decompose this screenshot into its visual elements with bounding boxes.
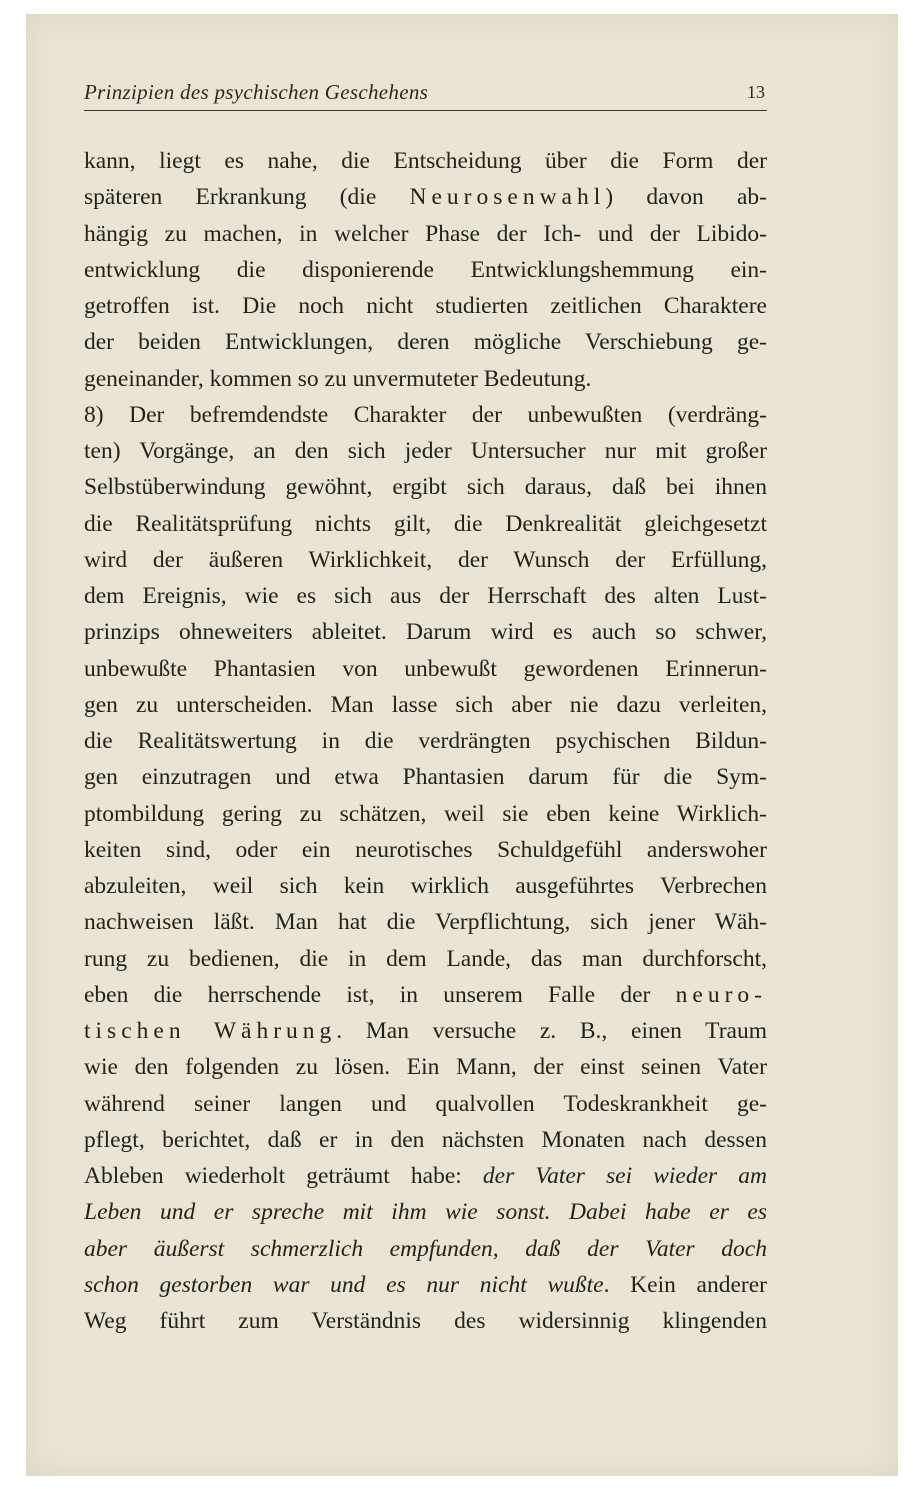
text-run: unbewußte Phantasien von unbewußt gewordenen Erinnerun- xyxy=(84,655,767,682)
emphasis-italic: der Vater sei wieder am xyxy=(482,1163,767,1189)
text-line xyxy=(84,1231,767,1267)
text-run: späteren Erkrankung (die xyxy=(84,184,410,211)
text-line xyxy=(84,759,767,795)
text-line xyxy=(84,796,767,832)
text-run: ten) Vorgänge, an den sich jeder Untersucher nur mit großer xyxy=(84,438,767,464)
text-run: entwicklung die disponierende Entwicklungshemmung ein- xyxy=(84,256,767,283)
text-line xyxy=(84,868,767,904)
emphasis-spaced: Neurosenwahl xyxy=(409,184,606,211)
text-run: Leben und er spreche mit ihm wie sonst. Dabei habe er es xyxy=(84,1199,767,1226)
text-run: gen zu unterscheiden. Man lasse sich aber nie dazu verleiten, xyxy=(84,691,767,718)
text-line xyxy=(84,1122,767,1158)
text-line xyxy=(84,651,767,687)
text-run: dem Ereignis, wie es sich aus der Herrschaft des alten Lust- xyxy=(84,583,767,609)
text-run: getroffen ist. Die noch nicht studierten zeitlichen Charaktere xyxy=(84,293,767,319)
text-line xyxy=(84,288,767,324)
text-run: rung zu bedienen, die in dem Lande, das man durchforscht, xyxy=(84,945,767,972)
text-line xyxy=(84,1158,767,1194)
text-line xyxy=(84,614,767,650)
text-run: ptombildung gering zu schätzen, weil sie eben keine Wirklich- xyxy=(84,800,767,827)
text-run: nachweisen läßt. Man hat die Verpflichtung, sich jener Wäh- xyxy=(84,909,767,936)
text-run: während seiner langen und qualvollen Todeskrankheit ge- xyxy=(84,1090,767,1117)
text-run: die Realitätsprüfung nichts gilt, die Denkrealität gleichgesetzt xyxy=(84,510,767,537)
text-run: . Kein anderer xyxy=(603,1271,767,1298)
text-line xyxy=(84,723,767,759)
body-text xyxy=(84,143,767,1339)
text-run: keiten sind, oder ein neurotisches Schuldgefühl anderswoher xyxy=(84,836,767,863)
text-run: Selbstüberwindung gewöhnt, ergibt sich daraus, daß bei ihnen xyxy=(84,474,767,501)
text-line xyxy=(84,361,767,397)
text-run: ) davon ab- xyxy=(605,184,767,211)
text-line xyxy=(84,1086,767,1122)
text-run: aber äußerst schmerzlich empfunden, daß der Vater doch xyxy=(84,1235,767,1262)
running-head xyxy=(84,76,767,111)
text-run: wie den folgenden zu lösen. Ein Mann, der einst seinen Vater xyxy=(84,1054,767,1081)
text-run: Weg führt zum Verständnis des widersinnig klingenden xyxy=(84,1308,767,1334)
emphasis-spaced: neuro- xyxy=(675,981,767,1008)
text-line xyxy=(84,324,767,360)
text-run: wird der äußeren Wirklichkeit, der Wunsch der Erfüllung, xyxy=(84,546,767,573)
text-run: die Realitätswertung in die verdrängten psychischen Bildun- xyxy=(84,728,767,754)
text-line xyxy=(84,143,767,179)
text-line xyxy=(84,1013,767,1049)
text-line xyxy=(84,977,767,1013)
text-line xyxy=(84,397,767,433)
text-run: 8) Der befremdendste Charakter der unbewußten (verdräng- xyxy=(84,401,767,428)
text-line xyxy=(84,941,767,977)
emphasis-spaced: tischen Währung xyxy=(84,1018,337,1044)
text-line xyxy=(84,179,767,215)
text-line xyxy=(84,832,767,868)
text-line xyxy=(84,542,767,578)
text-line xyxy=(84,1303,767,1339)
text-line xyxy=(84,687,767,723)
text-run: geneinander, kommen so zu unvermuteter Bedeutung. xyxy=(84,365,592,392)
text-run: prinzips ohneweiters ableitet. Darum wird es auch so schwer, xyxy=(84,619,767,646)
emphasis-italic: schon gestorben war und es nur nicht wußte xyxy=(84,1271,604,1298)
text-run: gen einzutragen und etwa Phantasien darum für die Sym- xyxy=(84,764,767,791)
text-line xyxy=(84,1049,767,1085)
text-line xyxy=(84,433,767,469)
text-line xyxy=(84,216,767,252)
text-line xyxy=(84,506,767,542)
text-line xyxy=(84,1267,767,1303)
text-run: der beiden Entwicklungen, deren mögliche Verschiebung ge- xyxy=(84,329,767,356)
text-run: kann, liegt es nahe, die Entscheidung über die Form der xyxy=(84,148,767,174)
text-line xyxy=(84,904,767,940)
text-run: eben die herrschende ist, in unserem Falle der xyxy=(84,981,676,1008)
text-line xyxy=(84,469,767,505)
text-run: hängig zu machen, in welcher Phase der Ich- und der Libido- xyxy=(84,220,767,247)
page-number: 13 xyxy=(747,82,765,102)
text-run: abzuleiten, weil sich kein wirklich ausgeführtes Verbrechen xyxy=(84,873,767,899)
text-line xyxy=(84,1194,767,1230)
text-line xyxy=(84,252,767,288)
running-title: Prinzipien des psychischen Geschehens xyxy=(84,80,429,104)
text-line xyxy=(84,578,767,614)
text-run: Ableben wiederholt geträumt habe: xyxy=(84,1163,483,1189)
text-run: . Man versuche z. B., einen Traum xyxy=(336,1018,767,1044)
text-run: pflegt, berichtet, daß er in den nächsten Monaten nach dessen xyxy=(84,1126,767,1153)
